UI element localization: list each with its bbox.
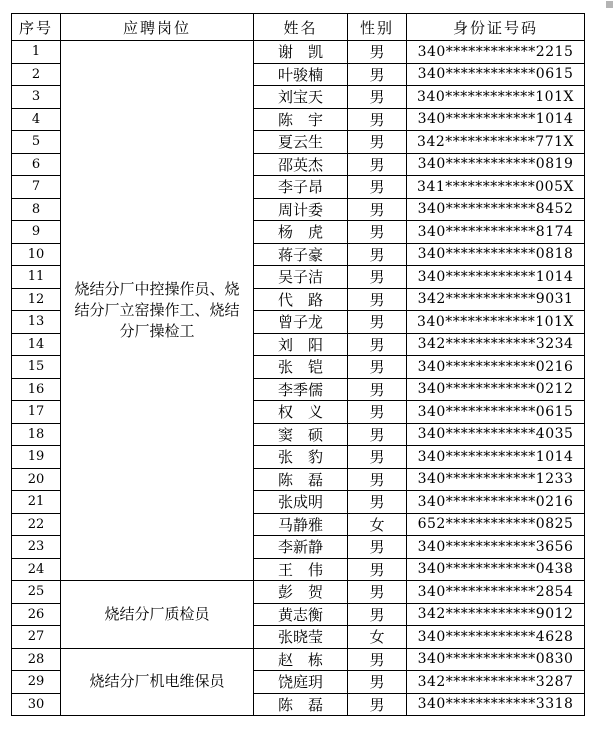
id-number-cell: 342************3234: [407, 333, 585, 356]
id-number-cell: 340************2854: [407, 581, 585, 604]
gender-cell: 男: [348, 603, 407, 626]
name-cell: 李新静: [254, 536, 348, 559]
id-number-cell: 340************1233: [407, 468, 585, 491]
seq-cell: 21: [12, 491, 61, 514]
name-cell: 陈 磊: [254, 468, 348, 491]
id-number-cell: 342************9031: [407, 288, 585, 311]
seq-cell: 27: [12, 626, 61, 649]
seq-cell: 29: [12, 671, 61, 694]
name-cell: 叶骏楠: [254, 63, 348, 86]
name-cell: 张晓莹: [254, 626, 348, 649]
id-number-cell: 340************0615: [407, 63, 585, 86]
seq-cell: 11: [12, 266, 61, 289]
name-cell: 曾子龙: [254, 311, 348, 334]
name-cell: 刘 阳: [254, 333, 348, 356]
name-cell: 夏云生: [254, 131, 348, 154]
name-cell: 邵英杰: [254, 153, 348, 176]
seq-cell: 10: [12, 243, 61, 266]
name-cell: 李季儒: [254, 378, 348, 401]
name-cell: 代 路: [254, 288, 348, 311]
id-number-cell: 340************4628: [407, 626, 585, 649]
id-number-cell: 341************005X: [407, 176, 585, 199]
gender-cell: 男: [348, 648, 407, 671]
gender-cell: 男: [348, 108, 407, 131]
seq-cell: 22: [12, 513, 61, 536]
gender-cell: 男: [348, 131, 407, 154]
header-gender: 性别: [348, 14, 407, 41]
name-cell: 彭 贺: [254, 581, 348, 604]
table-row: [12, 648, 585, 671]
seq-cell: 8: [12, 198, 61, 221]
header-name: 姓名: [254, 14, 348, 41]
gender-cell: 男: [348, 446, 407, 469]
seq-cell: 28: [12, 648, 61, 671]
position-cell: 烧结分厂质检员: [61, 581, 254, 649]
position-cell: 烧结分厂中控操作员、烧结分厂立窑操作工、烧结分厂操检工: [61, 41, 254, 581]
name-cell: 窦 硕: [254, 423, 348, 446]
gender-cell: 男: [348, 311, 407, 334]
id-number-cell: 652************0825: [407, 513, 585, 536]
id-number-cell: 340************0818: [407, 243, 585, 266]
id-number-cell: 340************0819: [407, 153, 585, 176]
seq-cell: 14: [12, 333, 61, 356]
screen-corner-artifact: [606, 1, 613, 8]
id-number-cell: 340************0216: [407, 491, 585, 514]
header-position: 应聘岗位: [61, 14, 254, 41]
id-number-cell: 340************0615: [407, 401, 585, 424]
gender-cell: 女: [348, 513, 407, 536]
name-cell: 杨 虎: [254, 221, 348, 244]
gender-cell: 男: [348, 221, 407, 244]
id-number-cell: 340************0216: [407, 356, 585, 379]
gender-cell: 男: [348, 468, 407, 491]
name-cell: 张 豹: [254, 446, 348, 469]
gender-cell: 男: [348, 536, 407, 559]
id-number-cell: 340************1014: [407, 108, 585, 131]
gender-cell: 男: [348, 333, 407, 356]
name-cell: 饶庭玥: [254, 671, 348, 694]
seq-cell: 23: [12, 536, 61, 559]
id-number-cell: 340************2215: [407, 41, 585, 64]
gender-cell: 男: [348, 63, 407, 86]
seq-cell: 19: [12, 446, 61, 469]
id-number-cell: 342************9012: [407, 603, 585, 626]
name-cell: 陈 磊: [254, 693, 348, 716]
gender-cell: 女: [348, 626, 407, 649]
gender-cell: 男: [348, 693, 407, 716]
gender-cell: 男: [348, 671, 407, 694]
name-cell: 周计委: [254, 198, 348, 221]
gender-cell: 男: [348, 491, 407, 514]
header-id-number: 身份证号码: [407, 14, 585, 41]
name-cell: 张成明: [254, 491, 348, 514]
seq-cell: 25: [12, 581, 61, 604]
gender-cell: 男: [348, 41, 407, 64]
id-number-cell: 340************3318: [407, 693, 585, 716]
seq-cell: 13: [12, 311, 61, 334]
id-number-cell: 340************101X: [407, 311, 585, 334]
table-body: [12, 41, 585, 716]
seq-cell: 2: [12, 63, 61, 86]
name-cell: 权 义: [254, 401, 348, 424]
seq-cell: 5: [12, 131, 61, 154]
name-cell: 刘宝天: [254, 86, 348, 109]
gender-cell: 男: [348, 86, 407, 109]
seq-cell: 24: [12, 558, 61, 581]
gender-cell: 男: [348, 401, 407, 424]
gender-cell: 男: [348, 198, 407, 221]
name-cell: 吴子洁: [254, 266, 348, 289]
gender-cell: 男: [348, 558, 407, 581]
position-cell: 烧结分厂机电维保员: [61, 648, 254, 716]
name-cell: 赵 栋: [254, 648, 348, 671]
header-seq: 序号: [12, 14, 61, 41]
name-cell: 黄志衡: [254, 603, 348, 626]
id-number-cell: 342************771X: [407, 131, 585, 154]
gender-cell: 男: [348, 581, 407, 604]
id-number-cell: 340************8174: [407, 221, 585, 244]
table-row: [12, 581, 585, 604]
seq-cell: 17: [12, 401, 61, 424]
gender-cell: 男: [348, 153, 407, 176]
seq-cell: 18: [12, 423, 61, 446]
gender-cell: 男: [348, 378, 407, 401]
id-number-cell: 340************1014: [407, 266, 585, 289]
gender-cell: 男: [348, 423, 407, 446]
seq-cell: 9: [12, 221, 61, 244]
seq-cell: 15: [12, 356, 61, 379]
gender-cell: 男: [348, 176, 407, 199]
id-number-cell: 340************4035: [407, 423, 585, 446]
gender-cell: 男: [348, 356, 407, 379]
seq-cell: 30: [12, 693, 61, 716]
id-number-cell: 340************3656: [407, 536, 585, 559]
name-cell: 马静雅: [254, 513, 348, 536]
applicants-table: [11, 13, 585, 716]
name-cell: 李子昂: [254, 176, 348, 199]
seq-cell: 4: [12, 108, 61, 131]
seq-cell: 12: [12, 288, 61, 311]
gender-cell: 男: [348, 243, 407, 266]
seq-cell: 6: [12, 153, 61, 176]
table-row: [12, 41, 585, 64]
id-number-cell: 340************1014: [407, 446, 585, 469]
seq-cell: 1: [12, 41, 61, 64]
name-cell: 张 铠: [254, 356, 348, 379]
id-number-cell: 340************101X: [407, 86, 585, 109]
id-number-cell: 340************0830: [407, 648, 585, 671]
id-number-cell: 342************3287: [407, 671, 585, 694]
seq-cell: 3: [12, 86, 61, 109]
id-number-cell: 340************0438: [407, 558, 585, 581]
id-number-cell: 340************8452: [407, 198, 585, 221]
gender-cell: 男: [348, 288, 407, 311]
seq-cell: 7: [12, 176, 61, 199]
seq-cell: 20: [12, 468, 61, 491]
seq-cell: 26: [12, 603, 61, 626]
id-number-cell: 340************0212: [407, 378, 585, 401]
name-cell: 蒋子豪: [254, 243, 348, 266]
seq-cell: 16: [12, 378, 61, 401]
table-header-row: [12, 14, 585, 41]
name-cell: 谢 凯: [254, 41, 348, 64]
name-cell: 陈 宇: [254, 108, 348, 131]
gender-cell: 男: [348, 266, 407, 289]
name-cell: 王 伟: [254, 558, 348, 581]
